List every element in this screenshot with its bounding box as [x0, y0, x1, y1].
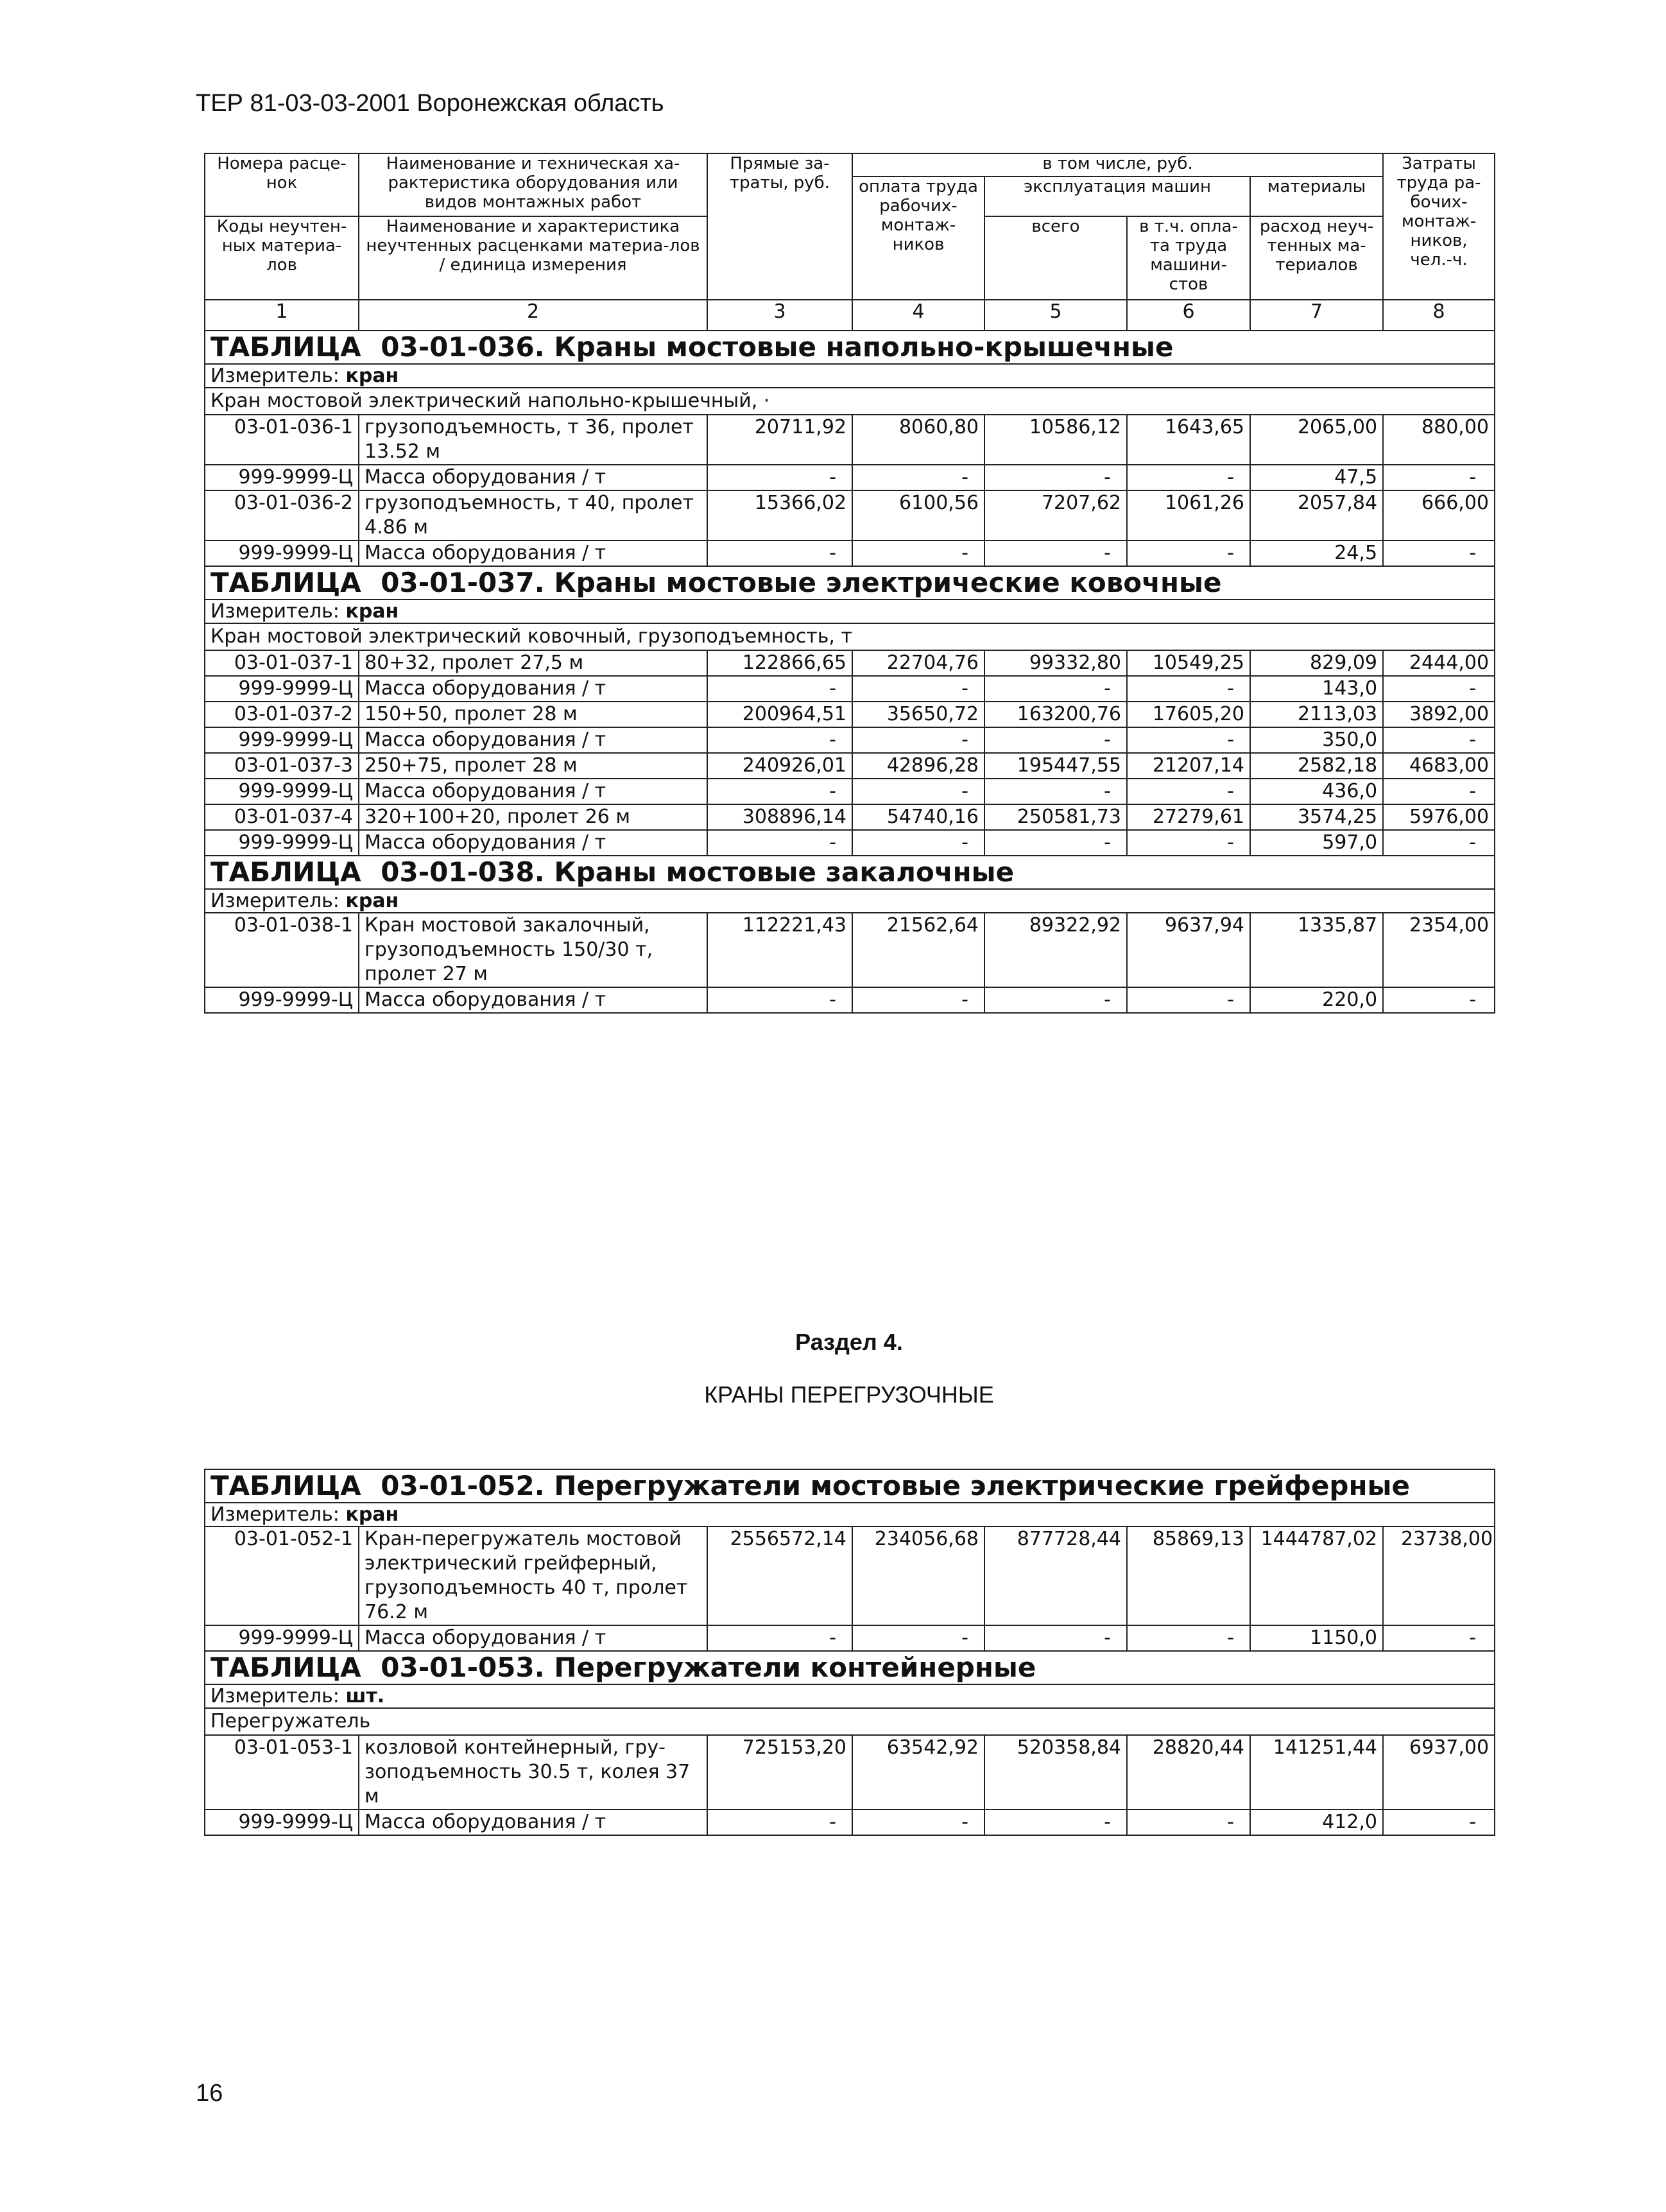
measure-line [205, 889, 1495, 913]
machines-total: - [984, 987, 1127, 1013]
machines-total: 7207,62 [984, 490, 1127, 540]
machinist-pay: - [1127, 540, 1250, 566]
measure-label: Измеритель: [210, 1685, 339, 1707]
machinist-pay: - [1127, 1810, 1250, 1835]
page-number: 16 [196, 2080, 223, 2107]
material-name: Масса оборудования / т [359, 830, 707, 856]
rates-table-section4 [204, 1469, 1495, 1836]
worker-pay: 42896,28 [852, 753, 984, 779]
direct-costs: 122866,65 [707, 650, 852, 676]
col-number: 6 [1127, 300, 1250, 331]
direct-costs: 20711,92 [707, 415, 852, 465]
worker-pay: 21562,64 [852, 913, 984, 987]
machines-total: - [984, 1810, 1127, 1835]
worker-pay: - [852, 465, 984, 490]
labor-hours: - [1383, 830, 1495, 856]
direct-costs: - [707, 830, 852, 856]
labor-hours: - [1383, 727, 1495, 753]
table-title [205, 856, 1495, 889]
labor-hours: - [1383, 779, 1495, 804]
materials: 143,0 [1250, 676, 1383, 702]
labor-hours: 3892,00 [1383, 702, 1495, 727]
materials: 3574,25 [1250, 804, 1383, 830]
col-number: 1 [205, 300, 359, 331]
col7-header: расход неуч-тенных ма-териалов [1250, 216, 1383, 300]
machines-total: - [984, 727, 1127, 753]
material-code: 999-9999-Ц [205, 727, 359, 753]
materials: 2057,84 [1250, 490, 1383, 540]
direct-costs: - [707, 465, 852, 490]
materials: 2113,03 [1250, 702, 1383, 727]
direct-costs: 15366,02 [707, 490, 852, 540]
rate-code: 03-01-037-1 [205, 650, 359, 676]
worker-pay: 35650,72 [852, 702, 984, 727]
machinist-pay: 27279,61 [1127, 804, 1250, 830]
machinist-pay: 17605,20 [1127, 702, 1250, 727]
direct-costs: 725153,20 [707, 1735, 852, 1810]
col-number: 4 [852, 300, 984, 331]
materials: 141251,44 [1250, 1735, 1383, 1810]
worker-pay: 22704,76 [852, 650, 984, 676]
material-code: 999-9999-Ц [205, 540, 359, 566]
machines-header: эксплуатация машин [984, 177, 1250, 216]
table-code: 03-01-036. [381, 331, 545, 363]
material-code: 999-9999-Ц [205, 779, 359, 804]
measure-unit: кран [345, 1503, 399, 1526]
material-name: Масса оборудования / т [359, 465, 707, 490]
materials: 47,5 [1250, 465, 1383, 490]
worker-pay: 6100,56 [852, 490, 984, 540]
material-name: Масса оборудования / т [359, 987, 707, 1013]
machines-total: 877728,44 [984, 1526, 1127, 1625]
machines-total: - [984, 676, 1127, 702]
machines-total: - [984, 779, 1127, 804]
machinist-pay: 21207,14 [1127, 753, 1250, 779]
col3-header: Прямые за-траты, руб. [707, 153, 852, 300]
worker-pay: - [852, 540, 984, 566]
machines-total: 520358,84 [984, 1735, 1127, 1810]
material-code: 999-9999-Ц [205, 676, 359, 702]
table-code: 03-01-038. [381, 856, 545, 888]
material-code: 999-9999-Ц [205, 987, 359, 1013]
worker-pay: 234056,68 [852, 1526, 984, 1625]
col1-header-bottom: Коды неучтен-ных материа-лов [205, 216, 359, 300]
materials: 597,0 [1250, 830, 1383, 856]
rate-name: 80+32, пролет 27,5 м [359, 650, 707, 676]
worker-pay: - [852, 830, 984, 856]
materials-header: материалы [1250, 177, 1383, 216]
measure-label: Измеритель: [210, 890, 339, 912]
col8-header: Затраты труда ра-бочих-монтаж-ников, чел.-ч. [1383, 153, 1495, 300]
machinist-pay: 10549,25 [1127, 650, 1250, 676]
rate-name: 320+100+20, пролет 26 м [359, 804, 707, 830]
labor-hours: - [1383, 465, 1495, 490]
worker-pay: - [852, 987, 984, 1013]
direct-costs: 112221,43 [707, 913, 852, 987]
labor-hours: - [1383, 540, 1495, 566]
rate-code: 03-01-036-1 [205, 415, 359, 465]
col6-header: в т.ч. опла-та труда машини-стов [1127, 216, 1250, 300]
table-name: Краны мостовые закалочные [554, 856, 1015, 888]
machines-total: 89322,92 [984, 913, 1127, 987]
measure-label: Измеритель: [210, 365, 339, 387]
table-name: Перегружатели контейнерные [554, 1652, 1036, 1683]
machinist-pay: - [1127, 727, 1250, 753]
measure-label: Измеритель: [210, 600, 339, 623]
direct-costs: 200964,51 [707, 702, 852, 727]
rate-name: Кран мостовой закалочный, грузоподъемность 150/30 т, пролет 27 м [359, 913, 707, 987]
material-name: Масса оборудования / т [359, 676, 707, 702]
materials: 2582,18 [1250, 753, 1383, 779]
machines-total: - [984, 540, 1127, 566]
worker-pay: - [852, 779, 984, 804]
table-title [205, 566, 1495, 600]
machines-total: 163200,76 [984, 702, 1127, 727]
measure-line [205, 364, 1495, 388]
col-number: 7 [1250, 300, 1383, 331]
direct-costs: 308896,14 [707, 804, 852, 830]
machines-total: - [984, 1625, 1127, 1651]
material-name: Масса оборудования / т [359, 1625, 707, 1651]
materials: 1150,0 [1250, 1625, 1383, 1651]
rate-code: 03-01-037-2 [205, 702, 359, 727]
material-code: 999-9999-Ц [205, 465, 359, 490]
direct-costs: - [707, 540, 852, 566]
material-name: Масса оборудования / т [359, 727, 707, 753]
machinist-pay: 85869,13 [1127, 1526, 1250, 1625]
labor-hours: 23738,00 [1383, 1526, 1495, 1625]
machinist-pay: - [1127, 676, 1250, 702]
page-header: ТЕР 81-03-03-2001 Воронежская область [196, 90, 664, 117]
rate-code: 03-01-052-1 [205, 1526, 359, 1625]
table-title [205, 1469, 1495, 1503]
rate-code: 03-01-037-4 [205, 804, 359, 830]
machinist-pay: 1061,26 [1127, 490, 1250, 540]
col-number: 5 [984, 300, 1127, 331]
rate-code: 03-01-038-1 [205, 913, 359, 987]
labor-hours: 2444,00 [1383, 650, 1495, 676]
machinist-pay: 9637,94 [1127, 913, 1250, 987]
rate-name: грузоподъемность, т 36, пролет 13.52 м [359, 415, 707, 465]
measure-line [205, 600, 1495, 623]
rate-name: козловой контейнерный, гру-зоподъемность 30.5 т, колея 37 м [359, 1735, 707, 1810]
group-description: Перегружатель [205, 1708, 1495, 1735]
rate-name: грузоподъемность, т 40, пролет 4.86 м [359, 490, 707, 540]
table-title [205, 1651, 1495, 1684]
materials: 829,09 [1250, 650, 1383, 676]
worker-pay: 63542,92 [852, 1735, 984, 1810]
col-number: 2 [359, 300, 707, 331]
materials: 1444787,02 [1250, 1526, 1383, 1625]
worker-pay: 54740,16 [852, 804, 984, 830]
table-label: ТАБЛИЦА [210, 1470, 361, 1501]
section-subtitle: КРАНЫ ПЕРЕГРУЗОЧНЫЕ [704, 1381, 994, 1408]
worker-pay: - [852, 1810, 984, 1835]
group-header: в том числе, руб. [852, 153, 1383, 177]
machinist-pay: 28820,44 [1127, 1735, 1250, 1810]
materials: 350,0 [1250, 727, 1383, 753]
worker-pay: 8060,80 [852, 415, 984, 465]
col-number: 3 [707, 300, 852, 331]
worker-pay: - [852, 676, 984, 702]
direct-costs: - [707, 987, 852, 1013]
direct-costs: - [707, 1625, 852, 1651]
machines-total: - [984, 465, 1127, 490]
labor-hours: - [1383, 1625, 1495, 1651]
table-code: 03-01-053. [381, 1652, 545, 1683]
rate-name: 150+50, пролет 28 м [359, 702, 707, 727]
measure-line [205, 1684, 1495, 1708]
labor-hours: 5976,00 [1383, 804, 1495, 830]
rate-name: Кран-перегружатель мостовой электрический грейферный, грузоподъемность 40 т, пролет 76.2 м [359, 1526, 707, 1625]
labor-hours: - [1383, 1810, 1495, 1835]
worker-pay: - [852, 727, 984, 753]
direct-costs: - [707, 1810, 852, 1835]
table-name: Краны мостовые электрические ковочные [554, 567, 1222, 598]
machinist-pay: - [1127, 779, 1250, 804]
direct-costs: 2556572,14 [707, 1526, 852, 1625]
machinist-pay: - [1127, 830, 1250, 856]
materials: 436,0 [1250, 779, 1383, 804]
col2-header-bottom: Наименование и характеристика неучтенных расценками материа-лов / единица измерения [359, 216, 707, 300]
table-title [205, 331, 1495, 364]
table-label: ТАБЛИЦА [210, 856, 361, 888]
machinist-pay: - [1127, 1625, 1250, 1651]
table-name: Краны мостовые напольно-крышечные [554, 331, 1174, 363]
rate-code: 03-01-037-3 [205, 753, 359, 779]
material-code: 999-9999-Ц [205, 1625, 359, 1651]
direct-costs: - [707, 727, 852, 753]
material-code: 999-9999-Ц [205, 1810, 359, 1835]
direct-costs: 240926,01 [707, 753, 852, 779]
machines-total: 99332,80 [984, 650, 1127, 676]
material-name: Масса оборудования / т [359, 779, 707, 804]
materials: 1335,87 [1250, 913, 1383, 987]
measure-line [205, 1503, 1495, 1526]
labor-hours: 6937,00 [1383, 1735, 1495, 1810]
rate-code: 03-01-036-2 [205, 490, 359, 540]
machines-total: 250581,73 [984, 804, 1127, 830]
table-label: ТАБЛИЦА [210, 1652, 361, 1683]
materials: 24,5 [1250, 540, 1383, 566]
section-title: Раздел 4. [795, 1329, 903, 1355]
machines-total: 195447,55 [984, 753, 1127, 779]
table-code: 03-01-052. [381, 1470, 545, 1501]
machines-total: - [984, 830, 1127, 856]
materials: 412,0 [1250, 1810, 1383, 1835]
machines-total: 10586,12 [984, 415, 1127, 465]
measure-unit: кран [345, 600, 399, 623]
col5-header: всего [984, 216, 1127, 300]
rate-name: 250+75, пролет 28 м [359, 753, 707, 779]
labor-hours: 880,00 [1383, 415, 1495, 465]
group-description: Кран мостовой электрический ковочный, грузоподъемность, т [205, 623, 1495, 650]
labor-hours: - [1383, 987, 1495, 1013]
material-code: 999-9999-Ц [205, 830, 359, 856]
labor-hours: 4683,00 [1383, 753, 1495, 779]
rates-table-main [204, 153, 1495, 1014]
measure-unit: кран [345, 890, 399, 912]
direct-costs: - [707, 779, 852, 804]
table-name: Перегружатели мостовые электрические грейферные [554, 1470, 1410, 1501]
col2-header-top: Наименование и техническая ха-рактеристика оборудования или видов монтажных работ [359, 153, 707, 216]
machinist-pay: - [1127, 987, 1250, 1013]
material-name: Масса оборудования / т [359, 540, 707, 566]
table-code: 03-01-037. [381, 567, 545, 598]
col-number: 8 [1383, 300, 1495, 331]
measure-label: Измеритель: [210, 1503, 339, 1526]
direct-costs: - [707, 676, 852, 702]
worker-pay: - [852, 1625, 984, 1651]
labor-hours: 2354,00 [1383, 913, 1495, 987]
table-label: ТАБЛИЦА [210, 331, 361, 363]
labor-hours: - [1383, 676, 1495, 702]
materials: 220,0 [1250, 987, 1383, 1013]
group-description: Кран мостовой электрический напольно-крышечный, · [205, 388, 1495, 415]
measure-unit: кран [345, 365, 399, 387]
measure-unit: шт. [345, 1685, 385, 1707]
material-name: Масса оборудования / т [359, 1810, 707, 1835]
rate-code: 03-01-053-1 [205, 1735, 359, 1810]
table-label: ТАБЛИЦА [210, 567, 361, 598]
materials: 2065,00 [1250, 415, 1383, 465]
labor-hours: 666,00 [1383, 490, 1495, 540]
machinist-pay: - [1127, 465, 1250, 490]
machinist-pay: 1643,65 [1127, 415, 1250, 465]
col4-header: оплата труда рабочих-монтаж-ников [852, 177, 984, 300]
col1-header-top: Номера расце-нок [205, 153, 359, 216]
